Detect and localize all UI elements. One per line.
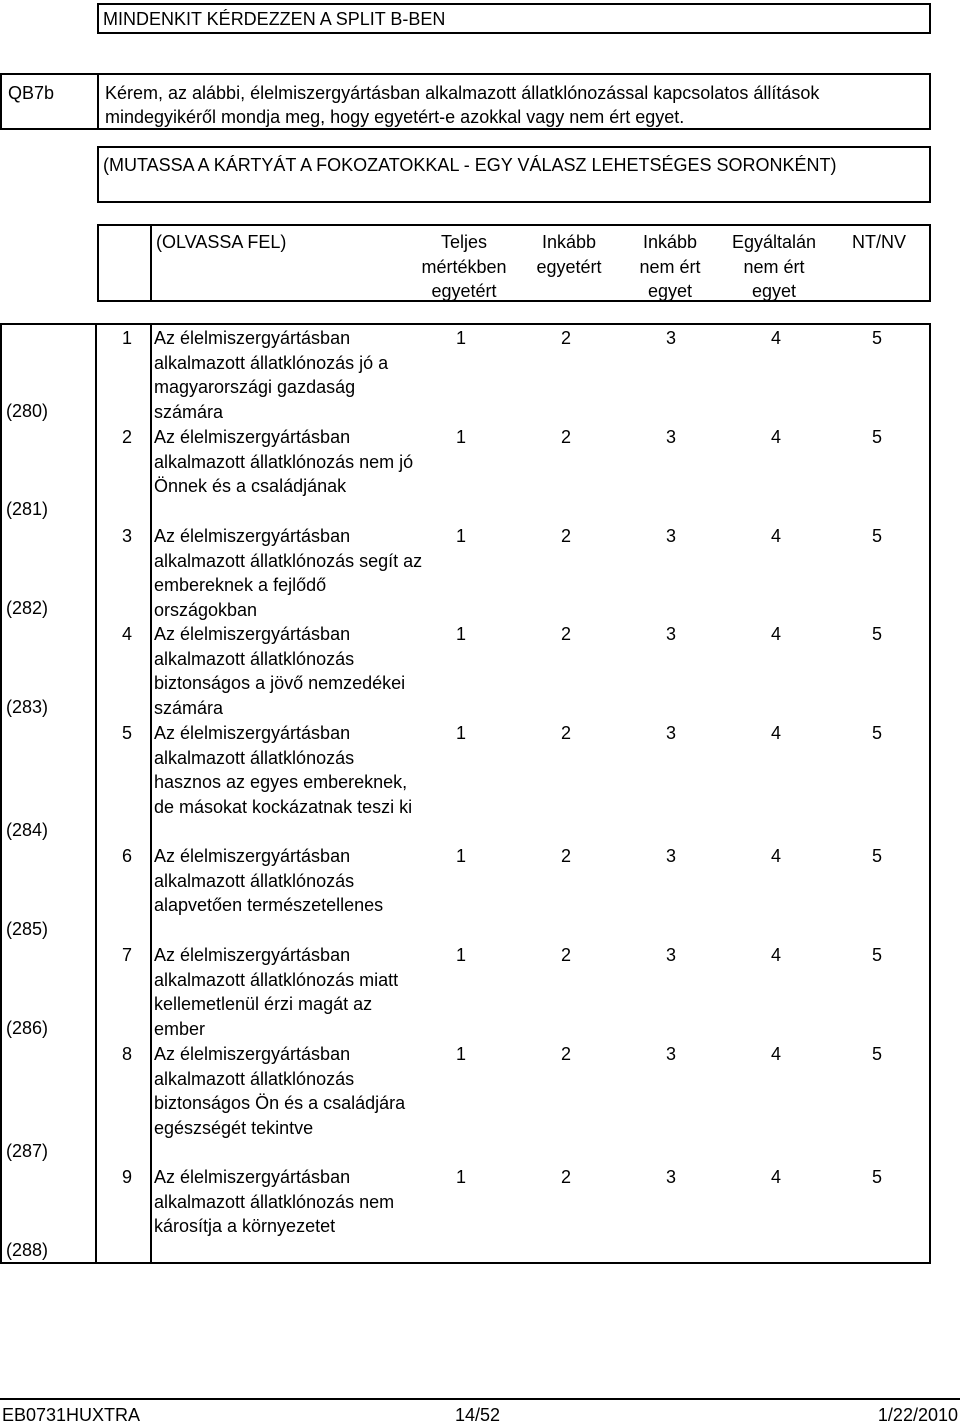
item-number: 5	[121, 723, 132, 743]
item-number: 3	[121, 526, 132, 546]
scale-option-4[interactable]: 4	[770, 945, 781, 965]
scale-option-5[interactable]: 5	[871, 945, 882, 965]
item-statement: Az élelmiszergyártásban alkalmazott állatklónozás nem károsítja a környezetet	[154, 1167, 395, 1236]
scale-option-4[interactable]: 4	[770, 328, 781, 348]
codes-column	[0, 323, 97, 1264]
item-statement: Az élelmiszergyártásban alkalmazott állatklónozás miatt kellemetlenül érzi magát az ember	[154, 945, 399, 1039]
scale-option-5[interactable]: 5	[871, 624, 882, 644]
question-divider	[97, 75, 99, 128]
question-box	[0, 73, 931, 130]
scale-option-5[interactable]: 5	[871, 723, 882, 743]
item-number: 4	[121, 624, 132, 644]
scale-option-4[interactable]: 4	[770, 1044, 781, 1064]
scale-header-4: Egyáltalán nem ért egyet	[731, 232, 817, 301]
scale-option-2[interactable]: 2	[560, 526, 571, 546]
scale-header-5: NT/NV	[852, 232, 906, 252]
scale-option-2[interactable]: 2	[560, 328, 571, 348]
scale-option-4[interactable]: 4	[770, 427, 781, 447]
scale-option-3[interactable]: 3	[665, 945, 676, 965]
table-header-box	[97, 224, 931, 302]
scale-option-1[interactable]: 1	[455, 846, 466, 866]
item-statement: Az élelmiszergyártásban alkalmazott állatklónozás alapvetően természetellenes	[154, 846, 384, 915]
scale-option-1[interactable]: 1	[455, 945, 466, 965]
scale-option-5[interactable]: 5	[871, 526, 882, 546]
scale-option-2[interactable]: 2	[560, 846, 571, 866]
instruction-text: (MUTASSA A KÁRTYÁT A FOKOZATOKKAL - EGY VÁLASZ LEHETSÉGES SORONKÉNT)	[103, 155, 837, 175]
item-statement: Az élelmiszergyártásban alkalmazott állatklónozás biztonságos a jövő nemzedékei számára	[154, 624, 406, 718]
scale-option-4[interactable]: 4	[770, 846, 781, 866]
item-statement: Az élelmiszergyártásban alkalmazott állatklónozás nem jó Önnek és a családjának	[154, 427, 414, 496]
scale-option-3[interactable]: 3	[665, 723, 676, 743]
item-number: 8	[121, 1044, 132, 1064]
split-header-text: MINDENKIT KÉRDEZZEN A SPLIT B-BEN	[103, 9, 446, 29]
scale-option-4[interactable]: 4	[770, 526, 781, 546]
code-281: (281)	[6, 499, 49, 519]
footer-document-id: EB0731HUXTRA	[2, 1405, 141, 1425]
scale-option-2[interactable]: 2	[560, 427, 571, 447]
scale-option-2[interactable]: 2	[560, 1167, 571, 1187]
code-283: (283)	[6, 697, 49, 717]
scale-option-4[interactable]: 4	[770, 624, 781, 644]
split-header-box	[97, 3, 931, 34]
scale-option-1[interactable]: 1	[455, 526, 466, 546]
scale-option-1[interactable]: 1	[455, 1167, 466, 1187]
code-285: (285)	[6, 919, 49, 939]
scale-option-1[interactable]: 1	[455, 427, 466, 447]
scale-option-2[interactable]: 2	[560, 945, 571, 965]
scale-option-5[interactable]: 5	[871, 328, 882, 348]
question-text-line1: Kérem, az alábbi, élelmiszergyártásban alkalmazott állatklónozással kapcsolatos állítások	[105, 83, 820, 103]
scale-option-3[interactable]: 3	[665, 1044, 676, 1064]
item-statement: Az élelmiszergyártásban alkalmazott állatklónozás jó a magyarországi gazdaság számára	[154, 328, 389, 422]
question-text-line2: mindegyikéről mondja meg, hogy egyetért-e azokkal vagy nem ért egyet.	[105, 107, 685, 127]
scale-option-4[interactable]: 4	[770, 723, 781, 743]
scale-option-3[interactable]: 3	[665, 624, 676, 644]
scale-header-1: Teljes mértékben egyetért	[421, 232, 507, 301]
item-number: 7	[121, 945, 132, 965]
item-number: 1	[121, 328, 132, 348]
code-286: (286)	[6, 1018, 49, 1038]
footer-date: 1/22/2010	[877, 1405, 958, 1425]
scale-option-3[interactable]: 3	[665, 1167, 676, 1187]
read-out-label: (OLVASSA FEL)	[156, 232, 287, 252]
scale-header-3: Inkább nem ért egyet	[639, 232, 701, 301]
scale-option-5[interactable]: 5	[871, 427, 882, 447]
item-statement: Az élelmiszergyártásban alkalmazott állatklónozás segít az embereknek a fejlődő országokban	[154, 526, 423, 620]
scale-option-1[interactable]: 1	[455, 328, 466, 348]
scale-option-5[interactable]: 5	[871, 1044, 882, 1064]
scale-header-2: Inkább egyetért	[536, 232, 602, 277]
scale-option-1[interactable]: 1	[455, 624, 466, 644]
item-statement: Az élelmiszergyártásban alkalmazott állatklónozás biztonságos Ön és a családjára egészségét tekintve	[154, 1044, 406, 1138]
code-288: (288)	[6, 1240, 49, 1260]
scale-option-5[interactable]: 5	[871, 1167, 882, 1187]
footer-page-number: 14/52	[455, 1405, 501, 1425]
scale-option-1[interactable]: 1	[455, 723, 466, 743]
scale-option-3[interactable]: 3	[665, 427, 676, 447]
scale-option-5[interactable]: 5	[871, 846, 882, 866]
question-id: QB7b	[8, 83, 55, 103]
scale-option-4[interactable]: 4	[770, 1167, 781, 1187]
table-header-divider	[150, 226, 152, 300]
scale-option-3[interactable]: 3	[665, 328, 676, 348]
item-number: 9	[121, 1167, 132, 1187]
scale-option-3[interactable]: 3	[665, 846, 676, 866]
code-287: (287)	[6, 1141, 49, 1161]
scale-option-1[interactable]: 1	[455, 1044, 466, 1064]
footer-rule	[0, 1398, 960, 1400]
instruction-box	[97, 146, 931, 203]
scale-option-2[interactable]: 2	[560, 624, 571, 644]
scale-option-2[interactable]: 2	[560, 1044, 571, 1064]
item-statement: Az élelmiszergyártásban alkalmazott állatklónozás hasznos az egyes embereknek, de másokat kockázatnak teszi ki	[154, 723, 413, 817]
items-divider	[150, 325, 152, 1262]
code-284: (284)	[6, 820, 49, 840]
scale-option-3[interactable]: 3	[665, 526, 676, 546]
code-282: (282)	[6, 598, 49, 618]
item-number: 6	[121, 846, 132, 866]
code-280: (280)	[6, 401, 49, 421]
item-number: 2	[121, 427, 132, 447]
scale-option-2[interactable]: 2	[560, 723, 571, 743]
